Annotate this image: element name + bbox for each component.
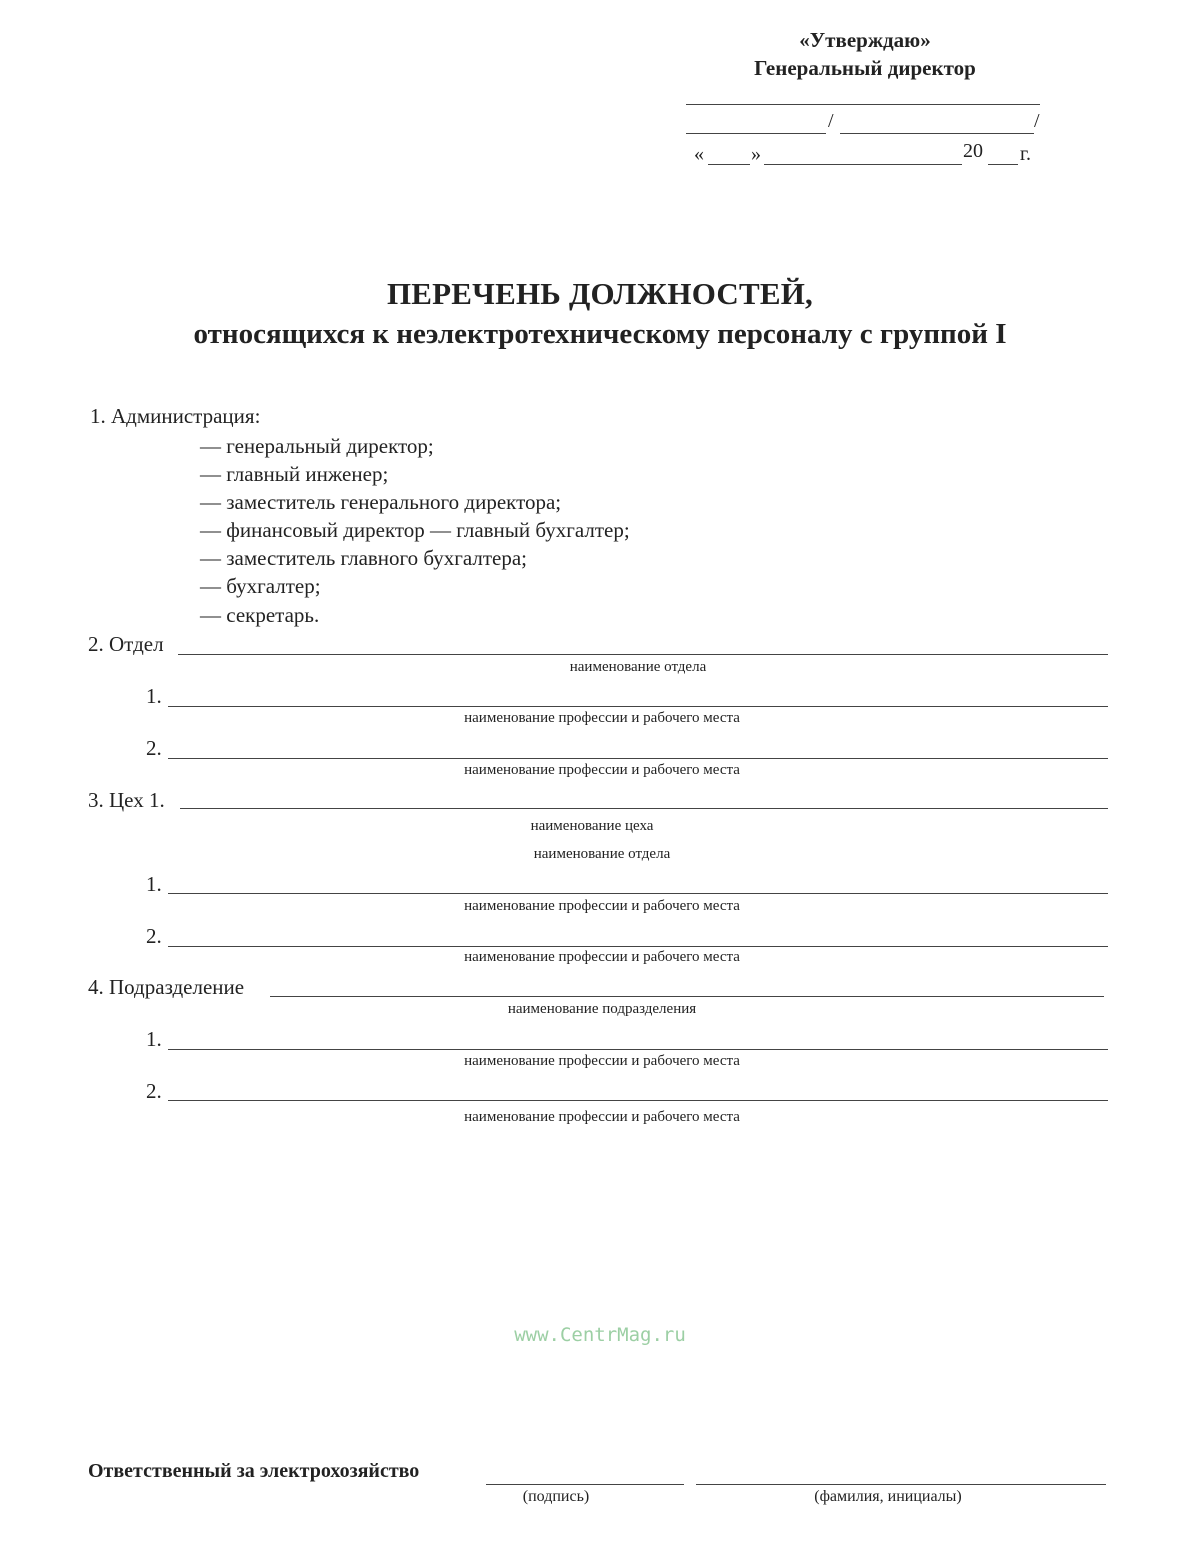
document-subtitle: относящихся к неэлектротехническому персоналу с группой I: [193, 318, 1007, 350]
section-4-item-2-line[interactable]: [168, 1100, 1108, 1101]
section-2-label: 2. Отдел: [88, 632, 164, 656]
section-3-item-2-number: 2.: [146, 924, 162, 948]
section-1-label: 1. Администрация:: [90, 404, 261, 428]
signature-line[interactable]: [486, 1484, 684, 1485]
approval-role: Генеральный директор: [754, 56, 976, 80]
section-4-item-2-number: 2.: [146, 1079, 162, 1103]
section-3-item-2-caption: наименование профессии и рабочего места: [464, 949, 740, 965]
section-4-label: 4. Подразделение: [88, 975, 245, 999]
subdivision-name-line[interactable]: [270, 996, 1104, 997]
section-3-item-1-number: 1.: [146, 872, 162, 896]
department-name-line[interactable]: [178, 654, 1108, 655]
section-4-item-2-caption: наименование профессии и рабочего места: [464, 1109, 740, 1125]
signature-caption: (подпись): [522, 1488, 590, 1505]
workshop-department-caption: наименование отдела: [533, 846, 671, 862]
date-year-line[interactable]: [988, 164, 1018, 165]
full-name-caption: (фамилия, инициалы): [814, 1488, 962, 1505]
list-item: — главный инженер;: [200, 462, 389, 486]
date-year-suffix: г.: [1020, 143, 1031, 165]
approval-slash-1: /: [828, 110, 834, 132]
approval-name-line[interactable]: [840, 133, 1034, 134]
section-4-item-1-caption: наименование профессии и рабочего места: [464, 1053, 740, 1069]
workshop-name-line[interactable]: [180, 808, 1108, 809]
date-month-line[interactable]: [764, 164, 962, 165]
date-year-prefix: 20: [963, 140, 983, 162]
section-4-item-1-line[interactable]: [168, 1049, 1108, 1050]
section-3-item-2-line[interactable]: [168, 946, 1108, 947]
section-2-item-1-number: 1.: [146, 684, 162, 708]
subdivision-caption: наименование подразделения: [507, 1001, 697, 1017]
section-2-item-2-line[interactable]: [168, 758, 1108, 759]
document-title: ПЕРЕЧЕНЬ ДОЛЖНОСТЕЙ,: [386, 276, 814, 311]
approval-line-1[interactable]: [686, 104, 1040, 105]
list-item: — бухгалтер;: [200, 574, 321, 598]
approval-title: «Утверждаю»: [799, 28, 931, 52]
workshop-caption: наименование цеха: [530, 818, 654, 834]
watermark: www.CentrMag.ru: [514, 1324, 686, 1346]
section-2-item-2-number: 2.: [146, 736, 162, 760]
date-day-line[interactable]: [708, 164, 750, 165]
section-2-item-1-caption: наименование профессии и рабочего места: [464, 710, 740, 726]
list-item: — заместитель генерального директора;: [200, 490, 562, 514]
section-2-item-1-line[interactable]: [168, 706, 1108, 707]
section-2-item-2-caption: наименование профессии и рабочего места: [464, 762, 740, 778]
section-4-item-1-number: 1.: [146, 1027, 162, 1051]
responsible-person-label: Ответственный за электрохозяйство: [88, 1460, 420, 1482]
approval-slash-2: /: [1034, 110, 1040, 132]
date-open-quote: «: [694, 143, 704, 165]
list-item: — финансовый директор — главный бухгалтер;: [200, 518, 630, 542]
list-item: — секретарь.: [200, 603, 320, 627]
date-close-quote: »: [751, 143, 761, 165]
list-item: — заместитель главного бухгалтера;: [200, 546, 528, 570]
section-3-item-1-caption: наименование профессии и рабочего места: [464, 898, 740, 914]
section-3-label: 3. Цех 1.: [88, 788, 165, 812]
full-name-line[interactable]: [696, 1484, 1106, 1485]
list-item: — генеральный директор;: [200, 434, 434, 458]
section-3-item-1-line[interactable]: [168, 893, 1108, 894]
department-caption: наименование отдела: [569, 659, 707, 675]
approval-signature-line[interactable]: [686, 133, 826, 134]
